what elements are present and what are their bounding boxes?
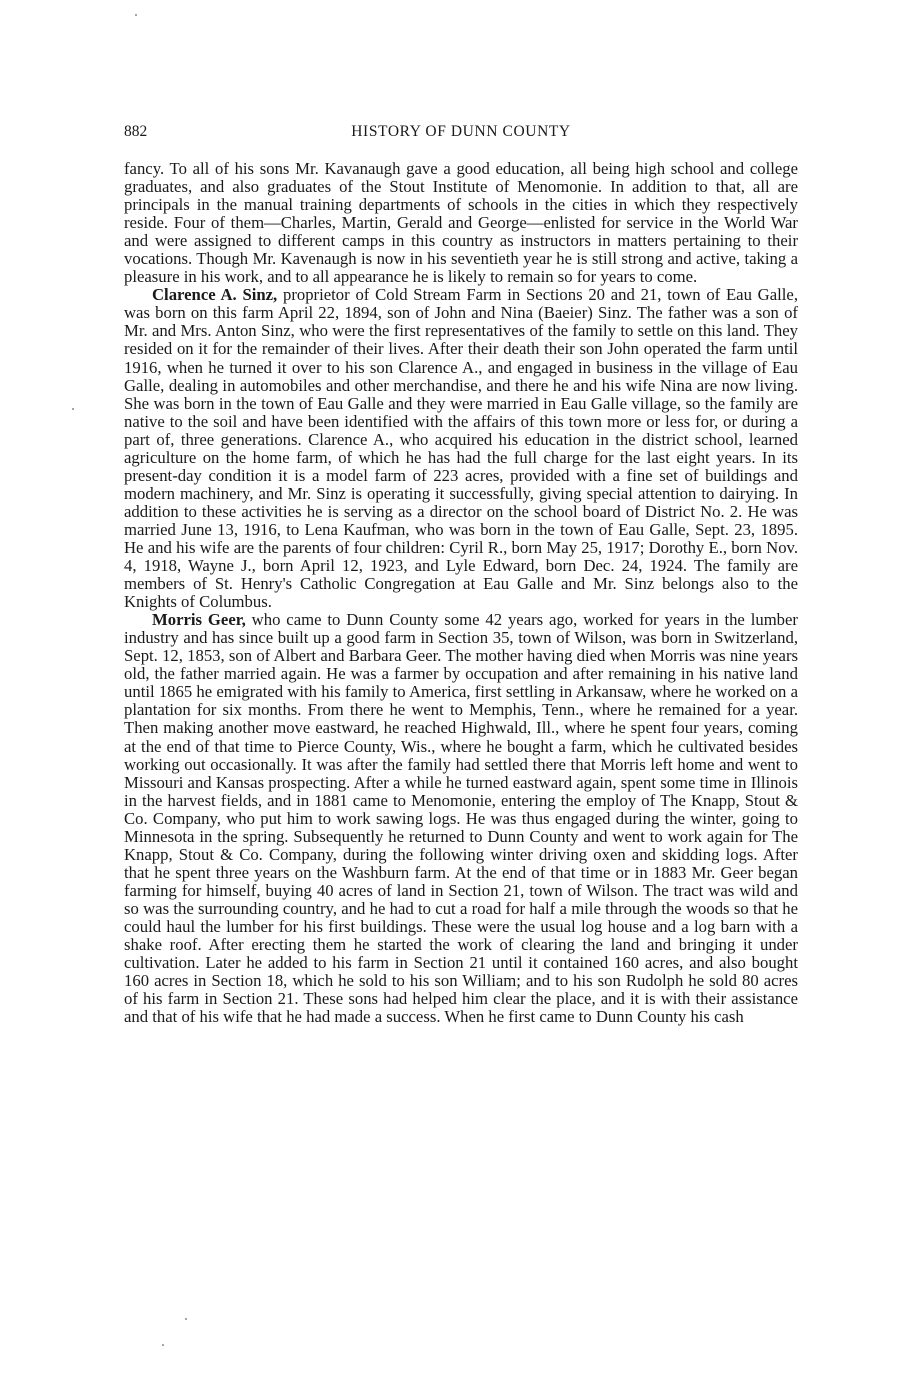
scan-speck: [72, 408, 74, 410]
bio-name: Morris Geer,: [152, 610, 246, 630]
paragraph-continuation: [124, 160, 798, 286]
body-text: [124, 160, 798, 1026]
scan-speck: [135, 14, 137, 16]
paragraph-text: proprietor of Cold Stream Farm in Sections 20 and 21, town of Eau Galle, was born on this farm April 22, 1894, son of John and Nina (Baeier) Sinz. The father was a son of Mr. and Mrs. Anton Sinz, who were the first representatives of the family to settle on this land. They resided on it for the remainder of their lives. After their death their son John operated the farm until 1916, when he turned it over to his son Clarence A., and engaged in business in the village of Eau Galle, dealing in automobiles and other merchandise, and there he and his wife Nina are now living. She was born in the town of Eau Galle and they were married in Eau Galle village, so the family are native to the soil and have been identified with the affairs of this town more or less for, or during a part of, three generations. Clarence A., who acquired his education in the district school, learned agriculture on the home farm, of which he has had the full charge for the last eight years. In its present-day condition it is a model farm of 223 acres, provided with a fine set of buildings and modern machinery, and Mr. Sinz is operating it successfully, giving special attention to dairying. In addition to these activities he is serving as a director on the school board of District No. 2. He was married June 13, 1916, to Lena Kaufman, who was born in the town of Eau Galle, Sept. 23, 1895. He and his wife are the parents of four children: Cyril R., born May 25, 1917; Dorothy E., born Nov. 4, 1918, Wayne J., born April 12, 1923, and Lyle Edward, born Dec. 24, 1924. The family are members of St. Henry's Catholic Congregation at Eau Galle and Mr. Sinz belongs also to the Knights of Columbus.: [124, 285, 798, 612]
running-title: HISTORY OF DUNN COUNTY: [351, 123, 571, 140]
page-number: 882: [124, 123, 148, 140]
paragraph-text: fancy. To all of his sons Mr. Kavanaugh gave a good education, all being high school and college graduates, and also graduates of the Stout Institute of Menomonie. In addition to that, all are principals in the manual training departments of schools in the cities in which they respectively reside. Four of them—Charles, Martin, Gerald and George—enlisted for service in the World War and were assigned to different camps in this country as instructors in matters pertaining to their vocations. Though Mr. Kavenaugh is now in his seventieth year he is still strong and active, taking a pleasure in his work, and to all appearance he is likely to remain so for years to come.: [124, 159, 798, 287]
paragraph-clarence-sinz: [124, 286, 798, 611]
paragraph-text: who came to Dunn County some 42 years ago, worked for years in the lumber industry and has since built up a good farm in Section 35, town of Wilson, was born in Switzerland, Sept. 12, 1853, son of Albert and Barbara Geer. The mother having died when Morris was nine years old, the father married again. He was a farmer by occupation and after remaining in his native land until 1865 he emigrated with his family to America, first settling in Arkansaw, where he worked on a plantation for six months. From there he went to Memphis, Tenn., where he remained for a year. Then making another move eastward, he reached Highwald, Ill., where he spent four years, coming at the end of that time to Pierce County, Wis., where he bought a farm, which he cultivated besides working out occasionally. It was after the family had settled there that Morris left home and went to Missouri and Kansas prospecting. After a while he turned eastward again, spent some time in Illinois in the harvest fields, and in 1881 came to Menomonie, entering the employ of The Knapp, Stout & Co. Company, who put him to work sawing logs. He was thus engaged during the winter, going to Minnesota in the spring. Subsequently he returned to Dunn County and went to work again for The Knapp, Stout & Co. Company, during the following winter driving oxen and skidding logs. After that he spent three years on the Washburn farm. At the end of that time or in 1883 Mr. Geer began farming for himself, buying 40 acres of land in Section 21, town of Wilson. The tract was wild and so was the surrounding country, and he had to cut a road for half a mile through the woods so that he could haul the lumber for his first buildings. These were the usual log house and a log barn with a shake roof. After erecting them he started the work of clearing the land and bringing it under cultivation. Later he added to his farm in Section 21 until it contained 160 acres, and also bought 160 acres in Section 18, which he sold to his son William; and to his son Rudolph he sold 80 acres of his farm in Section 21. These sons had helped him clear the place, and it is with their assistance and that of his wife that he had made a success. When he first came to Dunn County his cash: [124, 610, 798, 1027]
scan-speck: [185, 1318, 187, 1320]
paragraph-morris-geer: [124, 611, 798, 1026]
scan-speck: [162, 1344, 164, 1346]
page-header: [124, 123, 798, 143]
bio-name: Clarence A. Sinz,: [152, 285, 278, 305]
